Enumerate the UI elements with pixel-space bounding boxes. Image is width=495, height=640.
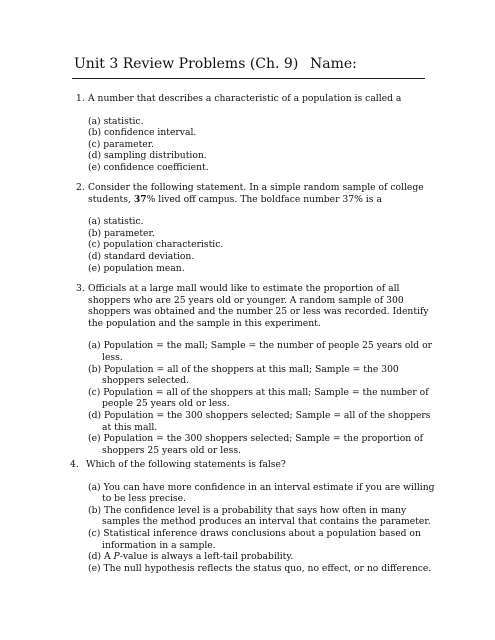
options-list [76, 216, 437, 274]
option-c: (c) Population = all of the shoppers at this mall; Sample = the number of people 25 years old or less. [88, 386, 429, 410]
option-a: (a) Population = the mall; Sample = the number of people 25 years old or less. [88, 340, 433, 363]
option-b: (b) confidence interval. [88, 127, 197, 139]
option-a: (a) You can have more confidence in an interval estimate if you are willing to be less precise. [88, 481, 435, 505]
question-stem: 3. Officials at a large mall would like to estimate the proportion of all shoppers who are 25 years old or younger. A random sample of 300 shoppers was obtained and the number 25 or less was recorded. Identify the population and the sample in this experiment. [76, 283, 429, 329]
option-b: (b) Population = all of the shoppers at this mall; Sample = the 300 shoppers selected. [88, 363, 399, 387]
question-stem: 1. A number that describes a characteristic of a population is called a [76, 93, 402, 104]
question-2 [76, 182, 437, 274]
option-d: (d) sampling distribution. [88, 150, 207, 162]
option-c: (c) population characteristic. [88, 239, 224, 251]
page-title: Unit 3 Review Problems (Ch. 9) [74, 56, 299, 72]
option-d: (d) standard deviation. [88, 250, 195, 262]
bold-number: 37 [133, 193, 147, 205]
option-a: (a) statistic. [88, 216, 144, 228]
question-4 [70, 459, 437, 574]
question-3 [76, 283, 437, 456]
name-label: Name: [310, 56, 357, 72]
option-e: (e) population mean. [88, 262, 185, 274]
option-d: (d) A P-value is always a left-tail probability. [88, 551, 294, 563]
option-d: (d) Population = the 300 shoppers selected; Sample = all of the shoppers at this mall. [88, 409, 431, 433]
option-b: (b) The confidence level is a probability that says how often in many samples the method produces an interval that contains the parameter. [88, 504, 431, 528]
question-number: 3. [76, 283, 85, 294]
header [72, 56, 425, 79]
option-c: (c) parameter. [88, 138, 155, 150]
question-number: 1. [76, 93, 85, 104]
question-1 [76, 93, 437, 174]
options-list [76, 340, 437, 456]
option-e: (e) The null hypothesis reflects the status quo, no effect, or no difference. [88, 562, 432, 574]
question-number: 4. [70, 459, 79, 470]
options-list [70, 482, 437, 575]
option-e: (e) Population = the 300 shoppers selected; Sample = the proportion of shoppers 25 years old or less. [88, 433, 423, 456]
option-a: (a) statistic. [88, 115, 144, 127]
option-b: (b) parameter. [88, 227, 155, 239]
option-e: (e) confidence coefficient. [88, 161, 209, 173]
option-c: (c) Statistical inference draws conclusions about a population based on information in a sample. [88, 527, 421, 551]
question-stem: 2. Consider the following statement. In a simple random sample of college students, 37% lived off campus. The boldface number 37% is a [76, 182, 424, 205]
question-stem: 4. Which of the following statements is false? [70, 459, 286, 470]
options-list [76, 116, 437, 174]
question-number: 2. [76, 182, 85, 193]
